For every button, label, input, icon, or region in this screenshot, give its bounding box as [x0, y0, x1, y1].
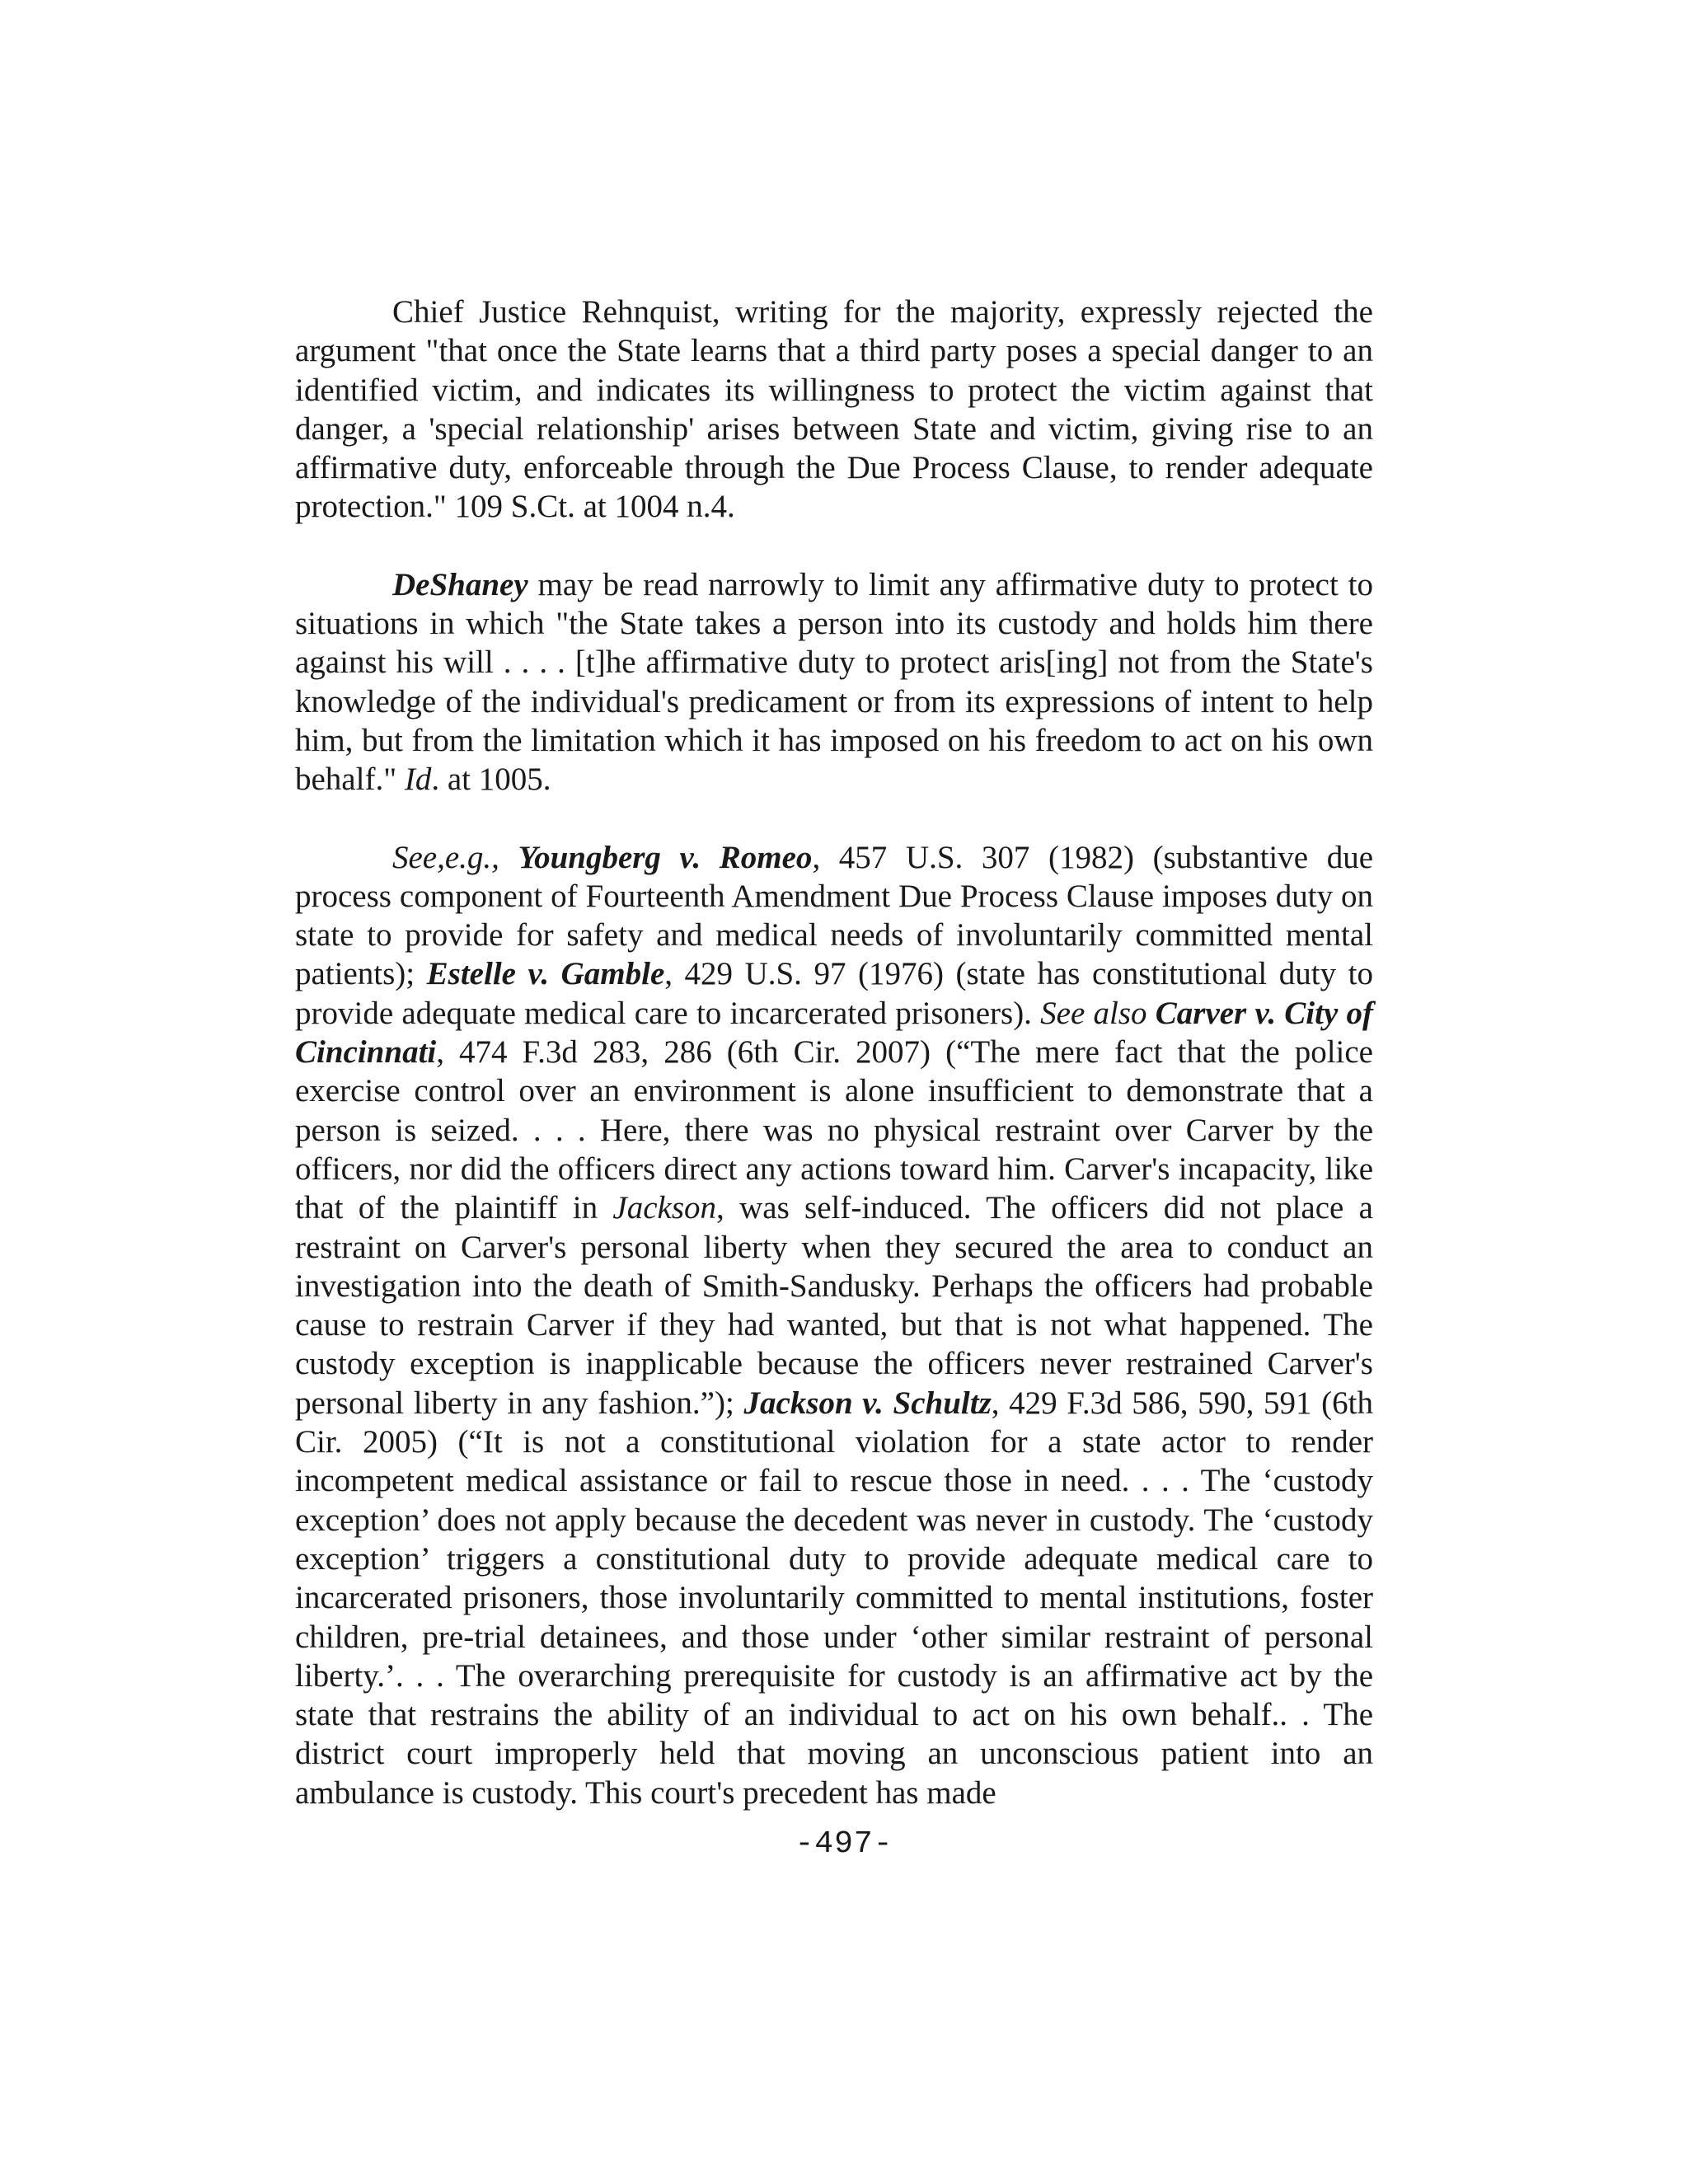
paragraph-text: Chief Justice Rehnquist, writing for the majority, expressly rejected the argument "that once the State learns that a third party poses a special danger to an identified victim, and indicates its willingness to protect the victim against that danger, a 'special relationship' arises between State and victim, giving rise to an affirmative duty, enforceable through the Due Process Clause, to render adequate protection." 109 S.Ct. at 1004 n.4. — [295, 294, 1373, 525]
paragraph-deshaney — [295, 565, 1373, 799]
paragraph-text: , 474 F.3d 283, 286 (6th Cir. 2007) (“The mere fact that the police exercise control over an environment is alone insufficient to demonstrate that a person is seized. . . . Here, there was no physical restraint over Carver by the officers, nor did the officers direct any actions toward him. Carver's incapacity, like that of the plaintiff in — [295, 1034, 1373, 1226]
paragraph-text: , 457 U.S. 307 (1982) (substantive due process component of Fourteenth Amendment Due Process Clause imposes duty on state to provide for safety and medical needs of involuntarily committed mental patients); — [295, 839, 1374, 992]
citation-signal-see-also: See also — [1040, 995, 1147, 1031]
case-name-jackson-schultz: Jackson v. Schultz — [743, 1385, 992, 1421]
case-name-carver: Carver v. City of Cincinnati — [295, 995, 1373, 1071]
paragraph-text: , 429 U.S. 97 (1976) (state has constitutional duty to provide adequate medical care to incarcerated prisoners). — [295, 956, 1373, 1031]
citation-signal-see-eg: See,e.g., — [392, 839, 499, 875]
paragraph-text: may be read narrowly to limit any affirmative duty to protect to situations in which "the State takes a person into its custody and holds him there against his will . . . . [t]he affirmative duty to protect aris[ing] not from the State's knowledge of the individual's predicament or from its expressions of intent to help him, but from the limitation which it has imposed on his freedom to act on his own behalf." — [295, 566, 1373, 798]
paragraph-citations — [295, 838, 1373, 1812]
case-name-estelle: Estelle v. Gamble — [426, 956, 665, 992]
document-body — [295, 293, 1373, 1812]
paragraph-text: , 429 F.3d 586, 590, 591 (6th Cir. 2005) (“It is not a constitutional violation for a state actor to render incompetent medical assistance or fail to rescue those in need. . . . The ‘custody exception’ does not apply because the decedent was never in custody. The ‘custody exception’ triggers a constitutional duty to provide adequate medical care to incarcerated prisoners, those involuntarily committed to mental institutions, foster children, pre-trial detainees, and those under ‘other similar restraint of personal liberty.’. . . The overarching prerequisite for custody is an affirmative act by the state that restrains the ability of an individual to act on his own behalf.. . The district court improperly held that moving an unconscious patient into an ambulance is custody. This court's precedent has made — [295, 1385, 1374, 1811]
case-reference-jackson: Jackson — [612, 1190, 717, 1226]
case-name-deshaney: DeShaney — [392, 566, 528, 602]
page-number: -497- — [795, 1826, 893, 1862]
case-name-youngberg: Youngberg v. Romeo — [518, 839, 813, 875]
citation-id-signal: Id — [404, 762, 432, 798]
paragraph-rehnquist — [295, 293, 1373, 527]
paragraph-text: , was self-induced. The officers did not place a restraint on Carver's personal liberty when they secured the area to conduct an investigation into the death of Smith-Sandusky. Perhaps the officers had probable cause to restrain Carver if they had wanted, but that is not what happened. The custody exception is inapplicable because the officers never restrained Carver's personal liberty in any fashion.”); — [295, 1190, 1373, 1421]
paragraph-text: . at 1005. — [431, 762, 551, 798]
